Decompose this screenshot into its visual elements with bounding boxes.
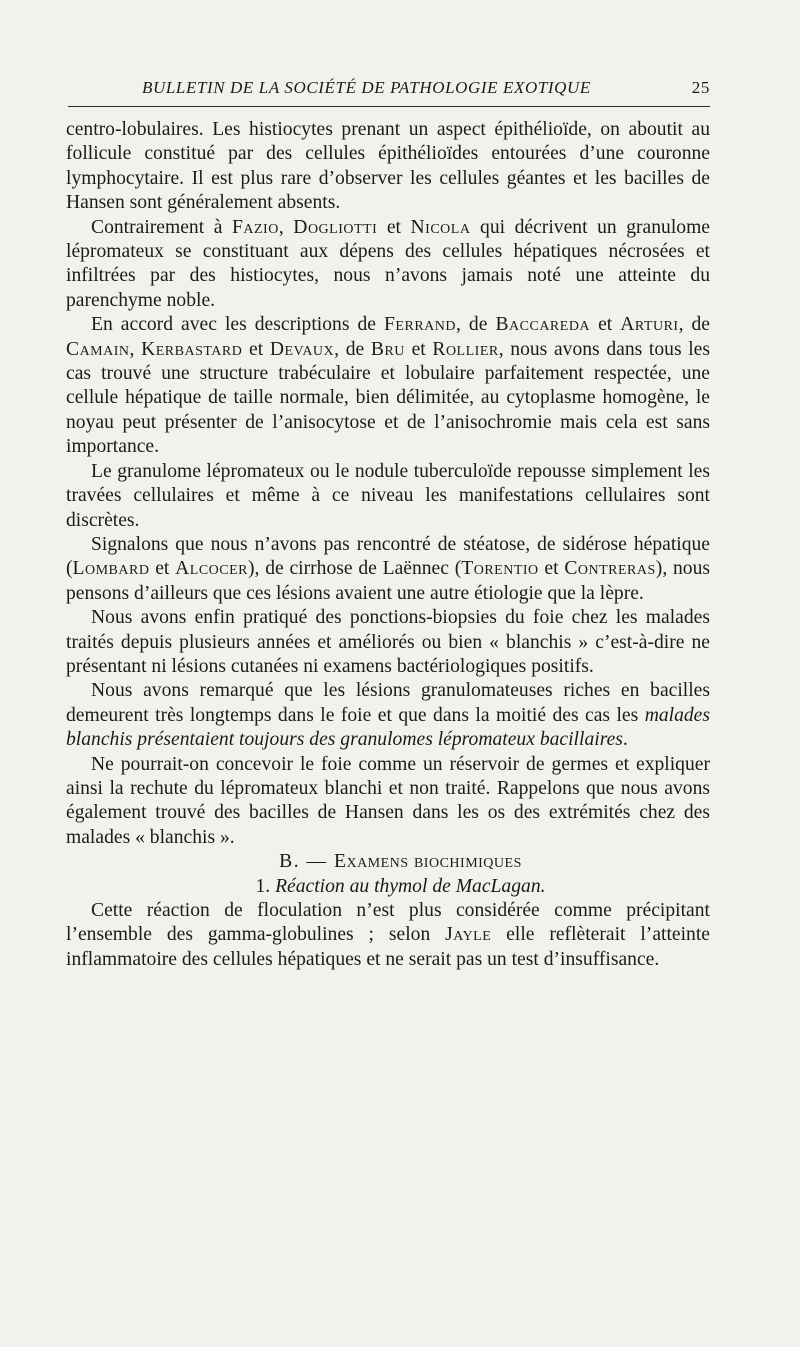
paragraph-6: Nous avons enfin pratiqué des ponctions-biopsies du foie chez les malades traités depuis plusieurs années et améliorés ou bien « blanchis » c’est-à-dire ne présentant ni lésions cutanées ni examens bactériologiques positifs. — [66, 607, 710, 677]
author-name: Ferrand — [384, 314, 456, 336]
author-name: Camain — [66, 338, 130, 360]
author-name: Bru — [370, 338, 405, 360]
author-name: Devaux — [269, 338, 335, 360]
paragraph-9: Cette réaction de floculation n’est plus considérée comme précipitant l’ensemble des gamma-globulines ; selon Jayle elle reflèterait l’atteinte inflammatoire des cellules hépatiques et ne serait pas un test d’insuffisance. — [66, 900, 710, 970]
author-name: Dogliotti — [293, 216, 378, 238]
author-name: Alcocer — [175, 558, 249, 580]
page-number: 25 — [691, 78, 710, 97]
paragraph-7: Nous avons remarqué que les lésions granulomateuses riches en bacilles demeurent très longtemps dans le foie et que dans la moitié des cas les malades blanchis présentaient toujours des granulomes lépromateux bacillaires. — [66, 680, 710, 751]
subsection-heading: 1. Réaction au thymol de MacLagan. — [255, 875, 546, 897]
paragraph-8: Ne pourrait-on concevoir le foie comme un réservoir de germes et expliquer ainsi la rechute du lépromateux blanchi et non traité. Rappelons que nous avons également trouvé des bacilles de Hansen dans les os des extrémités chez des malades « blanchis ». — [66, 753, 710, 848]
author-name: Rollier — [432, 338, 499, 360]
author-name: Jayle — [445, 924, 492, 946]
paragraph-5: Signalons que nous n’avons pas rencontré de stéatose, de sidérose hépatique (Lombard et Alcocer), de cirrhose de Laënnec (Torentio et Contreras), nous pensons d’ailleurs que ces lésions avaient une autre étiologie que la lèpre. — [66, 533, 711, 604]
author-name: Baccareda — [495, 314, 591, 336]
author-name: Arturi — [620, 314, 679, 336]
body-text — [66, 118, 710, 972]
paragraph-3: En accord avec les descriptions de Ferrand, de Baccareda et Arturi, de Camain, Kerbastard et Devaux, de Bru et Rollier, nous avons dans tous les cas trouvé une structure trabéculaire et lobulaire parfaitement respectée, une cellule hépatique de taille normale, bien délimitée, au cytoplasme homogène, le noyau peut présenter de l’anisocytose et de l’anisochromie mais cela est sans importance. — [66, 314, 711, 458]
author-name: Kerbastard — [141, 338, 243, 360]
section-heading: B. — Examens biochimiques — [279, 851, 522, 873]
paragraph-1: centro-lobulaires. Les histiocytes prenant un aspect épithélioïde, on aboutit au follicule constitué par des cellules épithélioïdes entourées d’une couronne lymphocytaire. Il est plus rare d’observer les cellules géantes et les bacilles de Hansen sont généralement absents. — [66, 119, 710, 214]
running-header — [68, 76, 710, 104]
author-name: Contreras — [564, 558, 656, 580]
author-name: Lombard — [72, 558, 150, 580]
paragraph-2: Contrairement à Fazio, Dogliotti et Nicola qui décrivent un granulome lépromateux se constituant aux dépens des cellules hépatiques nécrosées et infiltrées par des histiocytes, nous n’avons jamais noté une atteinte du parenchyme noble. — [66, 216, 711, 311]
author-name: Fazio — [231, 216, 279, 238]
journal-title: BULLETIN DE LA SOCIÉTÉ DE PATHOLOGIE EXOTIQUE — [142, 78, 591, 97]
paragraph-4: Le granulome lépromateux ou le nodule tuberculoïde repousse simplement les travées cellulaires et même à ce niveau les manifestations cellulaires sont discrètes. — [66, 460, 710, 531]
emphasis: malades blanchis présentaient toujours des granulomes lépromateux bacillaires — [66, 704, 710, 751]
author-name: Nicola — [410, 216, 471, 238]
author-name: Torentio — [461, 558, 539, 580]
header-rule — [68, 106, 710, 107]
